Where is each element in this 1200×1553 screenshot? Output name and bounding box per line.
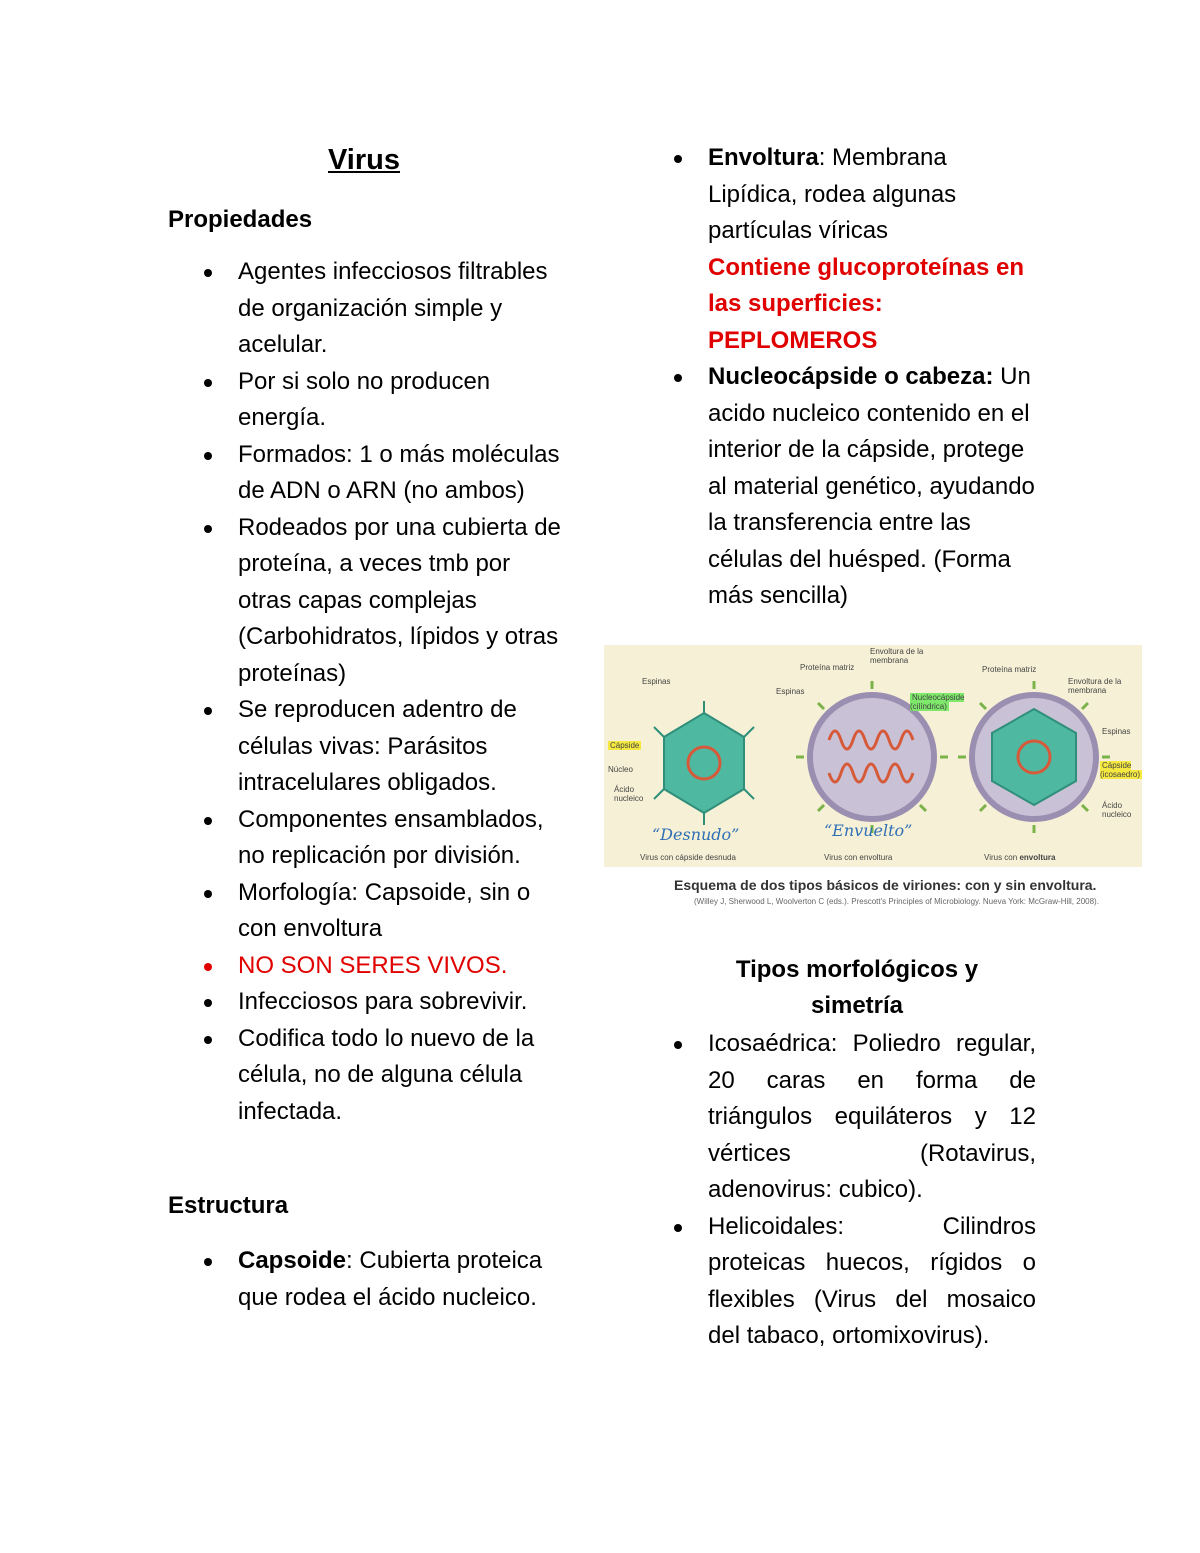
list-item: Formados: 1 o más moléculas de ADN o ARN (no ambos) — [168, 437, 568, 510]
enveloped-icosahedral-virus-icon — [958, 681, 1110, 833]
handwritten-envuelto: “Envuelto” — [824, 821, 913, 840]
list-item: Morfología: Capsoide, sin o con envoltura — [168, 875, 568, 948]
label-acido-3: Ácido nucleico — [1102, 801, 1132, 819]
label-proteina-1: Proteína matriz — [800, 663, 855, 672]
estructura-heading: Estructura — [168, 1192, 289, 1219]
nucleocapside-text: Un acido nucleico contenido en el interior de la cápside, protege al material genético, ayudando la transferencia entre las células del huésped. (Forma más sencilla) — [708, 363, 1035, 609]
label-espinas-1: Espinas — [642, 677, 671, 686]
propiedades-list — [168, 254, 568, 1130]
list-item: Se reproducen adentro de células vivas: Parásitos intracelulares obligados. — [168, 692, 568, 802]
propiedades-heading: Propiedades — [168, 206, 313, 233]
label-proteina-2: Proteína matriz — [982, 665, 1037, 674]
list-item-icosaedrica: Icosaédrica: Poliedro regular, 20 caras en forma de triángulos equiláteros y 12 vértices (Rotavirus, adenovirus: cubico). — [638, 1026, 1036, 1209]
estructura-list-right — [638, 140, 1038, 615]
label-nucleocapside: Nucleocápside (cilíndrica) — [910, 693, 965, 711]
nucleocapside-label: Nucleocápside o cabeza: — [708, 363, 994, 390]
list-item-nucleocapside — [638, 359, 1038, 615]
list-item: Agentes infecciosos filtrables de organización simple y acelular. — [168, 254, 568, 364]
label-espinas-2: Espinas — [776, 687, 805, 696]
subtitle-naked: Virus con cápside desnuda — [640, 853, 736, 862]
label-capside-1: Cápside — [610, 741, 640, 750]
tipos-list — [638, 1026, 1036, 1355]
subtitle-enveloped: Virus con envoltura — [824, 853, 893, 862]
tipos-heading: Tipos morfológicos y simetría — [735, 956, 979, 1019]
list-item: Codifica todo lo nuevo de la célula, no de alguna célula infectada. — [168, 1021, 568, 1131]
label-envoltura-2: Envoltura de la membrana — [1068, 677, 1122, 695]
label-nucleo: Núcleo — [608, 765, 633, 774]
page-title: Virus — [327, 144, 400, 176]
capsoide-label: Capsoide — [238, 1247, 347, 1274]
label-espinas-3: Espinas — [1102, 727, 1131, 736]
figure-reference: (Willey J, Sherwood L, Woolverton C (eds.). Prescott's Principles of Microbiology. Nueva York: McGraw-Hill, 2008). — [694, 897, 1099, 906]
subtitle-enveloped-2: Virus con envoltura — [984, 853, 1056, 862]
peplomeros-note: Contiene glucoproteínas en las superficies: PEPLOMEROS — [708, 253, 1025, 354]
list-item-helicoidales: Helicoidales: Cilindros proteicas huecos, rígidos o flexibles (Virus del mosaico del tabaco, ortomixovirus). — [638, 1209, 1036, 1355]
list-item-highlight: NO SON SERES VIVOS. — [168, 948, 568, 985]
label-capside-3: Cápside (icosaedro) — [1100, 761, 1141, 779]
list-item: Infecciosos para sobrevivir. — [168, 984, 568, 1021]
estructura-list-left — [168, 1243, 568, 1316]
capsoide-text: Cubierta proteica que rodea el ácido nucleico. — [238, 1247, 543, 1311]
list-item: Componentes ensamblados, no replicación por división. — [168, 802, 568, 875]
envoltura-text: Membrana Lipídica, rodea algunas partículas víricas — [708, 144, 957, 244]
naked-virus-icon — [654, 701, 754, 825]
list-item-envoltura: Envoltura: Membrana Lipídica, rodea algunas partículas víricas Contiene glucoproteínas en las superficies: PEPLOMEROS — [638, 140, 1038, 359]
virion-diagram — [604, 645, 1142, 915]
envoltura-label: Envoltura — [708, 144, 819, 171]
figure-caption: Esquema de dos tipos básicos de viriones: con y sin envoltura. — [674, 877, 1097, 893]
label-acido-1: Ácido nucleico — [614, 785, 644, 803]
label-envoltura-1: Envoltura de la membrana — [870, 647, 924, 665]
handwritten-desnudo: “Desnudo” — [652, 825, 740, 844]
list-item: Por si solo no producen energía. — [168, 364, 568, 437]
list-item: Rodeados por una cubierta de proteína, a veces tmb por otras capas complejas (Carbohidratos, lípidos y otras proteínas) — [168, 510, 568, 693]
list-item-capsoide: Capsoide: Cubierta proteica que rodea el ácido nucleico. — [168, 1243, 568, 1316]
